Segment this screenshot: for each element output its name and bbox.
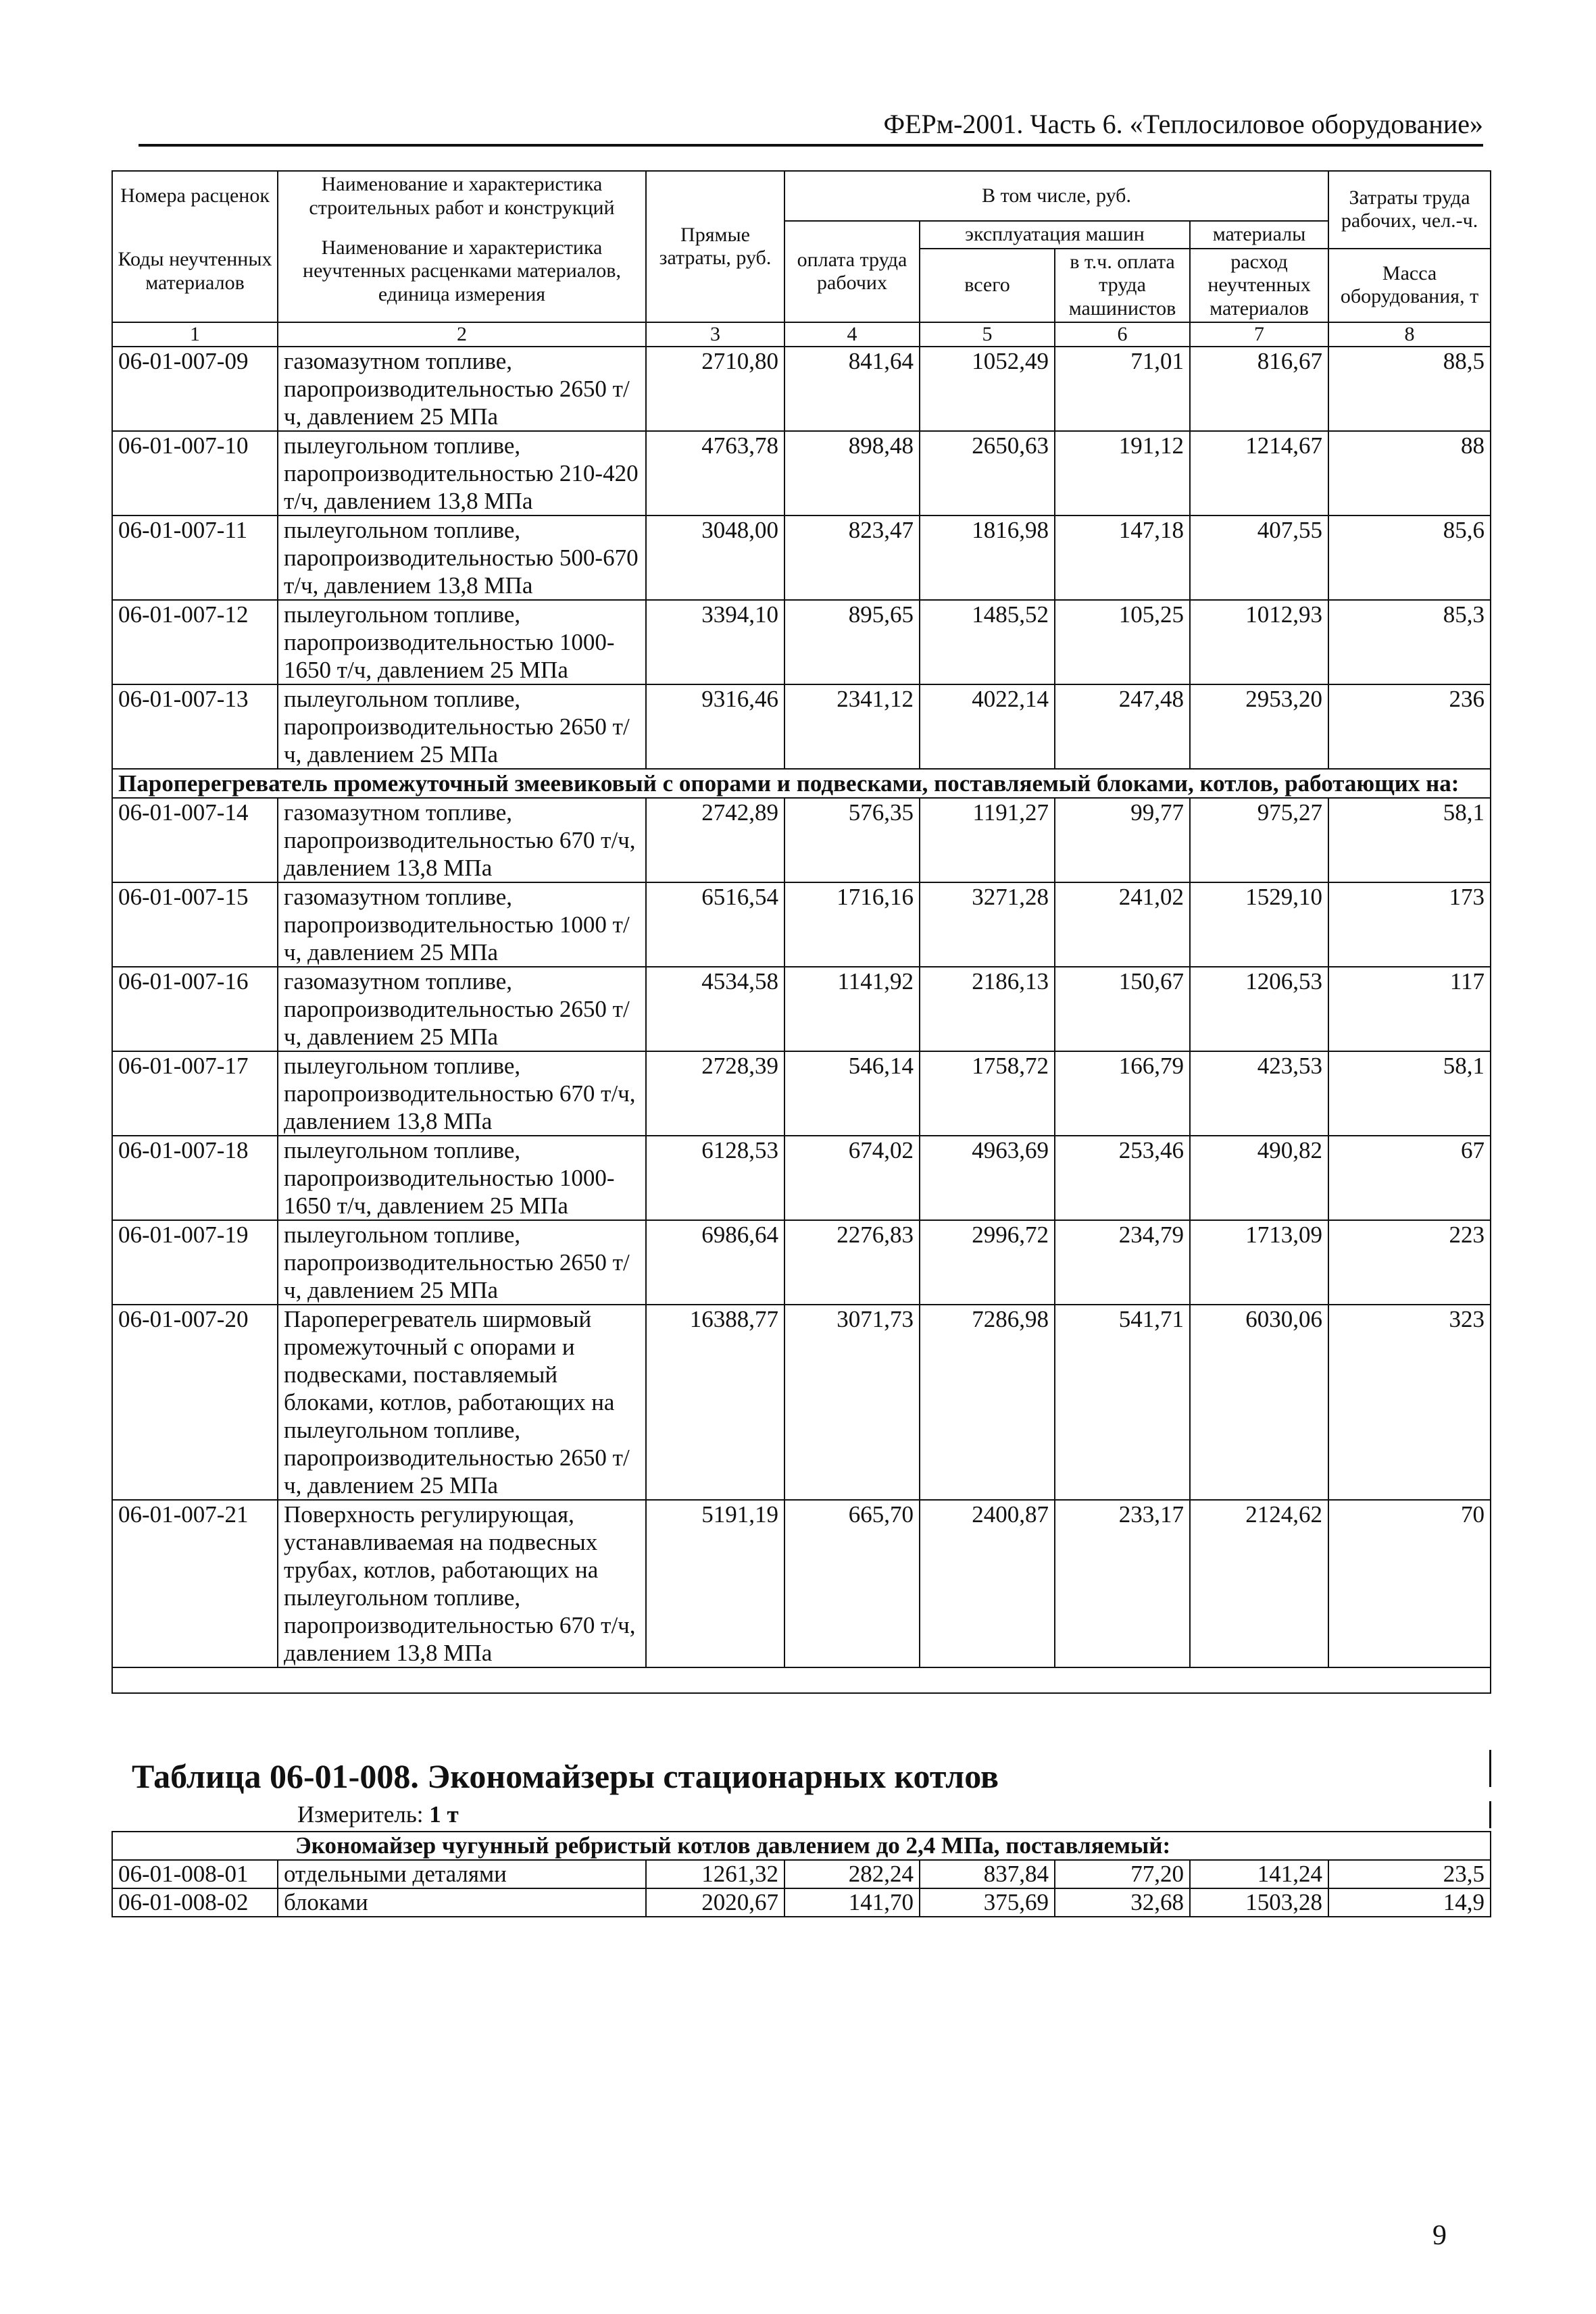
unit-label: Измеритель: [297, 1801, 424, 1828]
machine-costs: 4963,69 [920, 1136, 1055, 1220]
machine-costs: 4022,14 [920, 684, 1055, 769]
section-row [112, 1832, 1491, 1860]
rows-group-c [112, 1860, 1491, 1917]
unit-line [297, 1801, 459, 1828]
labor-hours: 67 [1328, 1136, 1491, 1220]
labor-hours: 58,1 [1328, 798, 1491, 882]
economizer-table [111, 1831, 1491, 1917]
table-row [112, 600, 1491, 684]
rows-group-a [112, 347, 1491, 769]
header-including: В том числе, руб. [784, 171, 1328, 221]
table-row [112, 1860, 1491, 1888]
header-rate-numbers: Номера расценок [112, 171, 278, 221]
work-description: пылеугольном топливе, паропроизводительностью 210-420 т/ч, давлением 13,8 МПа [278, 431, 646, 515]
machinist-pay: 241,02 [1055, 882, 1190, 967]
labor-hours: 88 [1328, 431, 1491, 515]
work-description: газомазутном топливе, паропроизводительностью 1000 т/ч, давлением 25 МПа [278, 882, 646, 967]
materials-cost: 975,27 [1190, 798, 1328, 882]
labor-pay: 282,24 [784, 1860, 920, 1888]
direct-costs: 5191,19 [646, 1500, 784, 1667]
materials-cost: 407,55 [1190, 515, 1328, 600]
machinist-pay: 99,77 [1055, 798, 1190, 882]
table-row [112, 1500, 1491, 1667]
header-work-name: Наименование и характеристика строительных работ и конструкций [278, 171, 646, 221]
machine-costs: 3271,28 [920, 882, 1055, 967]
work-description: Поверхность регулирующая, устанавливаемая на подвесных трубах, котлов, работающих на пылеугольном топливе, паропроизводительностью 670 т/ч, давлением 13,8 МПа [278, 1500, 646, 1667]
table-row [112, 347, 1491, 431]
section-title: Пароперегреватель промежуточный змеевиковый с опорами и подвесками, поставляемый блоками, котлов, работающих на: [112, 769, 1491, 798]
rate-code: 06-01-008-02 [112, 1888, 278, 1917]
machinist-pay: 147,18 [1055, 515, 1190, 600]
machine-costs: 375,69 [920, 1888, 1055, 1917]
machinist-pay: 541,71 [1055, 1305, 1190, 1500]
machinist-pay: 150,67 [1055, 967, 1190, 1051]
section-row [112, 769, 1491, 798]
rate-code: 06-01-007-12 [112, 600, 278, 684]
header-material-codes: Коды неучтенных материалов [112, 221, 278, 322]
machinist-pay: 234,79 [1055, 1220, 1190, 1305]
header-equipment-mass: Масса оборудования, т [1328, 249, 1491, 323]
labor-pay: 141,70 [784, 1888, 920, 1917]
labor-pay: 823,47 [784, 515, 920, 600]
labor-hours: 58,1 [1328, 1051, 1491, 1136]
rate-code: 06-01-007-18 [112, 1136, 278, 1220]
labor-hours: 323 [1328, 1305, 1491, 1500]
work-description: пылеугольном топливе, паропроизводительностью 500-670 т/ч, давлением 13,8 МПа [278, 515, 646, 600]
column-number: 2 [278, 322, 646, 347]
rate-code: 06-01-007-09 [112, 347, 278, 431]
labor-pay: 665,70 [784, 1500, 920, 1667]
rate-code: 06-01-007-10 [112, 431, 278, 515]
page-number: 9 [1432, 2220, 1447, 2251]
labor-hours: 14,9 [1328, 1888, 1491, 1917]
header-material-name: Наименование и характеристика неучтенных расценками материалов, единица измерения [278, 221, 646, 322]
table-row [112, 1136, 1491, 1220]
labor-hours: 236 [1328, 684, 1491, 769]
rate-code: 06-01-007-15 [112, 882, 278, 967]
machine-costs: 837,84 [920, 1860, 1055, 1888]
header-machine-ops: эксплуатация машин [920, 221, 1190, 249]
labor-pay: 1141,92 [784, 967, 920, 1051]
machine-costs: 1052,49 [920, 347, 1055, 431]
materials-cost: 1503,28 [1190, 1888, 1328, 1917]
machine-costs: 1816,98 [920, 515, 1055, 600]
machinist-pay: 191,12 [1055, 431, 1190, 515]
materials-cost: 6030,06 [1190, 1305, 1328, 1500]
column-number: 3 [646, 322, 784, 347]
column-number: 1 [112, 322, 278, 347]
margin-line [1489, 1750, 1491, 1787]
work-description: пылеугольном топливе, паропроизводительностью 670 т/ч, давлением 13,8 МПа [278, 1051, 646, 1136]
materials-cost: 816,67 [1190, 347, 1328, 431]
table-row [112, 1888, 1491, 1917]
direct-costs: 2742,89 [646, 798, 784, 882]
materials-cost: 423,53 [1190, 1051, 1328, 1136]
labor-pay: 674,02 [784, 1136, 920, 1220]
labor-pay: 1716,16 [784, 882, 920, 967]
table-header [112, 171, 1491, 347]
labor-hours: 85,6 [1328, 515, 1491, 600]
work-description: газомазутном топливе, паропроизводительностью 2650 т/ч, давлением 25 МПа [278, 967, 646, 1051]
machine-costs: 2400,87 [920, 1500, 1055, 1667]
rate-code: 06-01-008-01 [112, 1860, 278, 1888]
materials-cost: 490,82 [1190, 1136, 1328, 1220]
column-number: 6 [1055, 322, 1190, 347]
direct-costs: 2710,80 [646, 347, 784, 431]
materials-cost: 1529,10 [1190, 882, 1328, 967]
table-row [112, 1220, 1491, 1305]
labor-pay: 546,14 [784, 1051, 920, 1136]
rate-code: 06-01-007-21 [112, 1500, 278, 1667]
machine-costs: 2996,72 [920, 1220, 1055, 1305]
header-machine-total: всего [920, 249, 1055, 323]
column-number: 4 [784, 322, 920, 347]
table-row [112, 798, 1491, 882]
materials-cost: 2124,62 [1190, 1500, 1328, 1667]
table-row [112, 1305, 1491, 1500]
header-materials: материалы [1190, 221, 1328, 249]
rate-code: 06-01-007-20 [112, 1305, 278, 1500]
direct-costs: 4534,58 [646, 967, 784, 1051]
table-row [112, 1051, 1491, 1136]
labor-pay: 2276,83 [784, 1220, 920, 1305]
table-title: Таблица 06-01-008. Экономайзеры стационарных котлов [132, 1757, 999, 1795]
machine-costs: 1758,72 [920, 1051, 1055, 1136]
labor-hours: 88,5 [1328, 347, 1491, 431]
column-numbers-row [112, 322, 1491, 347]
rate-code: 06-01-007-16 [112, 967, 278, 1051]
machinist-pay: 105,25 [1055, 600, 1190, 684]
labor-pay: 895,65 [784, 600, 920, 684]
work-description: блоками [278, 1888, 646, 1917]
labor-hours: 70 [1328, 1500, 1491, 1667]
machinist-pay: 77,20 [1055, 1860, 1190, 1888]
direct-costs: 2020,67 [646, 1888, 784, 1917]
materials-cost: 141,24 [1190, 1860, 1328, 1888]
direct-costs: 4763,78 [646, 431, 784, 515]
rate-code: 06-01-007-14 [112, 798, 278, 882]
header-direct-costs: Прямые затраты, руб. [646, 171, 784, 322]
header-labor-pay: оплата труда рабочих [784, 221, 920, 322]
labor-hours: 223 [1328, 1220, 1491, 1305]
column-number: 8 [1328, 322, 1491, 347]
rate-code: 06-01-007-11 [112, 515, 278, 600]
header-materials-usage: расход неучтенных материалов [1190, 249, 1328, 323]
table-row [112, 684, 1491, 769]
machinist-pay: 32,68 [1055, 1888, 1190, 1917]
work-description: Пароперегреватель ширмовый промежуточный с опорами и подвесками, поставляемый блоками, котлов, работающих на пылеугольном топливе, паропроизводительностью 2650 т/ч, давлением 25 МПа [278, 1305, 646, 1500]
machinist-pay: 247,48 [1055, 684, 1190, 769]
work-description: пылеугольном топливе, паропроизводительностью 2650 т/ч, давлением 25 МПа [278, 684, 646, 769]
work-description: газомазутном топливе, паропроизводительностью 670 т/ч, давлением 13,8 МПа [278, 798, 646, 882]
rates-table [111, 170, 1491, 1694]
labor-pay: 898,48 [784, 431, 920, 515]
machinist-pay: 166,79 [1055, 1051, 1190, 1136]
section-title: Экономайзер чугунный ребристый котлов давлением до 2,4 МПа, поставляемый: [112, 1832, 1491, 1860]
page-header: ФЕРм-2001. Часть 6. «Теплосиловое оборудование» [139, 108, 1483, 147]
margin-line [1489, 1801, 1491, 1828]
direct-costs: 6986,64 [646, 1220, 784, 1305]
labor-pay: 2341,12 [784, 684, 920, 769]
rows-group-b [112, 798, 1491, 1667]
table-row [112, 515, 1491, 600]
work-description: пылеугольном топливе, паропроизводительностью 1000-1650 т/ч, давлением 25 МПа [278, 600, 646, 684]
labor-pay: 3071,73 [784, 1305, 920, 1500]
direct-costs: 9316,46 [646, 684, 784, 769]
column-number: 7 [1190, 322, 1328, 347]
materials-cost: 1206,53 [1190, 967, 1328, 1051]
machine-costs: 1191,27 [920, 798, 1055, 882]
labor-hours: 117 [1328, 967, 1491, 1051]
direct-costs: 2728,39 [646, 1051, 784, 1136]
machinist-pay: 253,46 [1055, 1136, 1190, 1220]
machine-costs: 2650,63 [920, 431, 1055, 515]
header-labor-costs: Затраты труда рабочих, чел.-ч. [1328, 171, 1491, 249]
materials-cost: 2953,20 [1190, 684, 1328, 769]
machine-costs: 7286,98 [920, 1305, 1055, 1500]
labor-pay: 841,64 [784, 347, 920, 431]
work-description: отдельными деталями [278, 1860, 646, 1888]
materials-cost: 1012,93 [1190, 600, 1328, 684]
rate-code: 06-01-007-13 [112, 684, 278, 769]
unit-value: 1 т [429, 1801, 459, 1828]
work-description: пылеугольном топливе, паропроизводительностью 1000-1650 т/ч, давлением 25 МПа [278, 1136, 646, 1220]
machine-costs: 2186,13 [920, 967, 1055, 1051]
direct-costs: 3394,10 [646, 600, 784, 684]
work-description: пылеугольном топливе, паропроизводительностью 2650 т/ч, давлением 25 МПа [278, 1220, 646, 1305]
labor-hours: 23,5 [1328, 1860, 1491, 1888]
direct-costs: 16388,77 [646, 1305, 784, 1500]
machinist-pay: 71,01 [1055, 347, 1190, 431]
column-number: 5 [920, 322, 1055, 347]
table-row [112, 882, 1491, 967]
direct-costs: 1261,32 [646, 1860, 784, 1888]
machine-costs: 1485,52 [920, 600, 1055, 684]
direct-costs: 3048,00 [646, 515, 784, 600]
materials-cost: 1713,09 [1190, 1220, 1328, 1305]
rate-code: 06-01-007-17 [112, 1051, 278, 1136]
materials-cost: 1214,67 [1190, 431, 1328, 515]
labor-hours: 173 [1328, 882, 1491, 967]
direct-costs: 6516,54 [646, 882, 784, 967]
labor-pay: 576,35 [784, 798, 920, 882]
rate-code: 06-01-007-19 [112, 1220, 278, 1305]
table-row [112, 431, 1491, 515]
table-end-spacer [112, 1667, 1491, 1693]
work-description: газомазутном топливе, паропроизводительностью 2650 т/ч, давлением 25 МПа [278, 347, 646, 431]
header-machinist-pay: в т.ч. оплата труда машинистов [1055, 249, 1190, 323]
machinist-pay: 233,17 [1055, 1500, 1190, 1667]
direct-costs: 6128,53 [646, 1136, 784, 1220]
table-row [112, 967, 1491, 1051]
labor-hours: 85,3 [1328, 600, 1491, 684]
